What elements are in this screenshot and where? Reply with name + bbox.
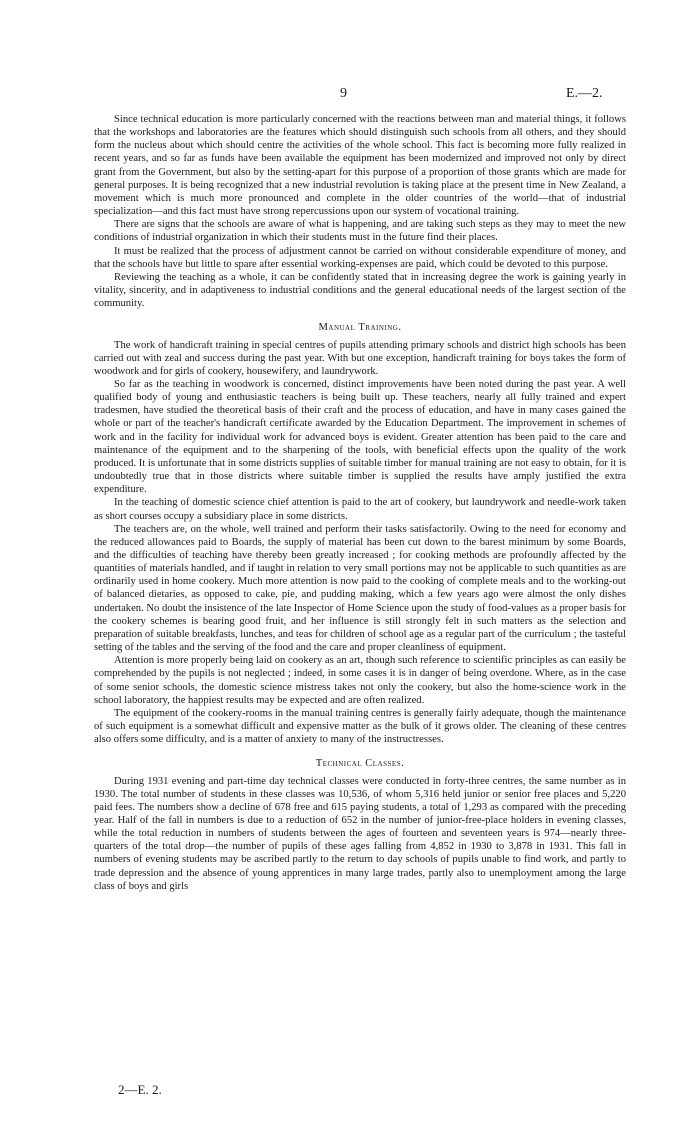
paragraph: The equipment of the cookery-rooms in the manual training centres is generally fairly adequate, though the maintenance of such equipment is a somewhat difficult and expensive matter as the bulk of it grows older. The cleaning of these centres also offers some difficulty, and is a matter of anxiety to many of the instructresses. [94,707,626,746]
section-intro [94,113,626,310]
document-reference-code: E.—2. [566,86,603,101]
page-signature: 2—E. 2. [118,1082,162,1097]
paragraph: In the teaching of domestic science chief attention is paid to the art of cookery, but laundrywork and needle-work taken as short courses occupy a subsidiary place in some districts. [94,497,626,522]
section-manual-training [94,321,626,746]
paragraph: It must be realized that the process of adjustment cannot be carried on without considerable expenditure of money, and that the schools have but little to spare after essential working-expenses are paid, which could be devoted to this purpose. [94,245,626,270]
section-heading: Manual Training. [318,322,402,334]
paragraph: The teachers are, on the whole, well trained and perform their tasks satisfactorily. Owing to the need for economy and the reduced allowances paid to Boards, the supply of material has been cut down to the barest minimum by some Boards, and the difficulties of teaching have thereby been greatly increased ; for cooking methods are profoundly affected by the quantities of materials handled, and if taught in relation to very small portions may not be applicable to such quantities as are ordinarily used in home cookery. Much more attention is now paid to the cooking of complete meals and to the working-out of balanced dietaries, as opposed to cake, pie, and pudding making, which a few years ago were almost the only dishes undertaken. No doubt the insistence of the late Inspector of Home Science upon the study of food-values as a proper basis for the cookery schemes is bearing good fruit, and her influence is still strongly felt in such matters as the selection and preparation of suitable breakfasts, lunches, and teas for children of school age as a regular part of the curriculum ; the tasteful setting of the tables and the serving of the food and the care and proper cleanliness of equipment. [94,523,626,654]
paragraph: The work of handicraft training in special centres of pupils attending primary schools and district high schools has been carried out with zeal and success during the past year. With but one exception, handicraft training for boys takes the form of woodwork and for girls of cookery, housewifery, and laundrywork. [94,339,626,377]
section-technical-classes [94,757,626,893]
paragraph: So far as the teaching in woodwork is concerned, distinct improvements have been noted during the past year. A well qualified body of young and enthusiastic teachers is being built up. These teachers, nearly all fully trained and expert tradesmen, have studied the theoretical basis of their craft and the process of education, and have in many cases gained the whole or part of the teacher's handicraft certificate awarded by the Education Department. The improvement in schemes of work and in the facility for individual work for advanced boys is evident. Greater attention has been paid to the care and maintenance of the equipment and to the sharpening of the tools, with beneficial effects upon the quality of the work produced. It is unfortunate that in some districts supplies of suitable timber for manual training are not easy to obtain, for it is undoubtedly true that in those districts where suitable timber is supplied the results have amply justified the extra expenditure. [94,378,626,496]
page-number: 9 [340,86,347,101]
paragraph: Reviewing the teaching as a whole, it can be confidently stated that in increasing degree the work is gaining yearly in vitality, sincerity, and in adaptiveness to industrial conditions and the general educational needs of the largest section of the community. [94,271,626,310]
section-heading: Technical Classes. [315,758,405,770]
paragraph: There are signs that the schools are aware of what is happening, and are taking such steps as they may to meet the new conditions of industrial organization in which their students must in the future find their places. [94,219,626,244]
paragraph: Attention is more properly being laid on cookery as an art, though such reference to scientific principles as can easily be comprehended by the pupils is not neglected ; indeed, in some cases it is in danger of being overdone. Where, as in the case of some senior schools, the domestic science mistress takes not only the cookery, but also the home-science work in the school laboratory, the happiest results may be expected and are often realized. [94,655,626,706]
paragraph: During 1931 evening and part-time day technical classes were conducted in forty-three centres, the same number as in 1930. The total number of students in these classes was 10,536, of whom 5,316 held junior or senior free places and 5,220 paid fees. The numbers show a decline of 678 free and 615 paying students, a total of 1,293 as compared with the preceding year. Half of the fall in numbers is due to a reduction of 652 in the number of junior-free-place holders in evening classes, while the total reduction in numbers of students between the ages of fourteen and seventeen years is 974—nearly three-quarters of the total drop—the number of pupils of these ages falling from 4,852 in 1930 to 3,878 in 1931. This fall in numbers of evening students may be ascribed partly to the return to day schools of pupils unable to find work, and partly to trade depression and the absence of young apprentices in many large trades, partly also to unemployment among the large class of boys and girls [94,775,626,892]
paragraph: Since technical education is more particularly concerned with the reactions between man and material things, it follows that the workshops and laboratories are the features which should distinguish such schools from all others, and they should form the nucleus about which should centre the activities of the whole school. This fact is becoming more fully realized in recent years, and so far as funds have been available the equipment has been modernized and improved not only by direct grant from the Government, but also by the setting-apart for this purpose of a proportion of those grants which are made for general purposes. It is being recognized that a new industrial revolution is taking place at the present time in New Zealand, a movement which is much more pronounced and complete in the older countries of the world—that of industrial specialization—and this fact must have strong repercussions upon our system of vocational training. [94,114,626,218]
body-text [94,113,626,893]
